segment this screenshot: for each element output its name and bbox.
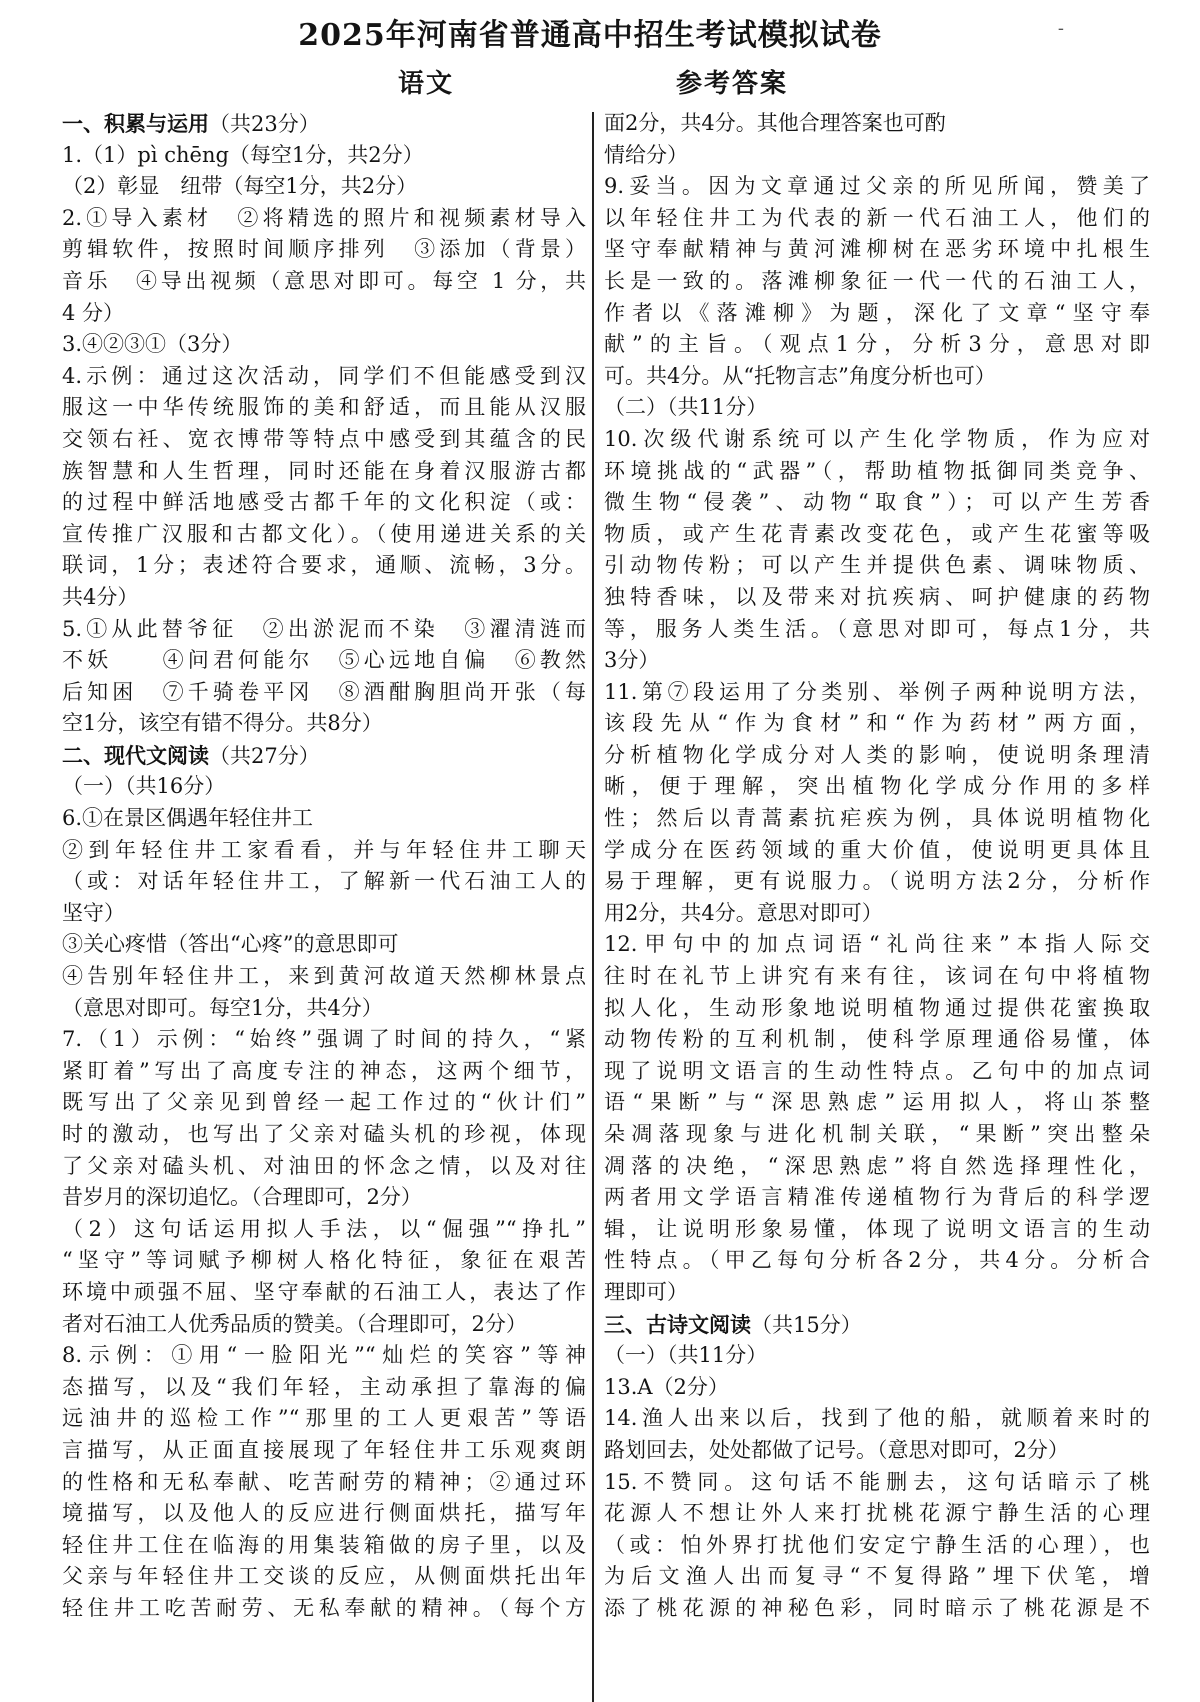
line-text: （或：对话年轻住井工，了解新一代石油工人的 [62,869,586,894]
section-heading [62,740,586,772]
line-text: 3.④②③①（3分） [62,332,243,357]
line-text: 时的激动，也写出了父亲对磕头机的珍视，体现 [62,1122,586,1146]
line-text: ②到年轻住井工家看看，并与年轻住井工聊天 [62,837,586,862]
line-text: 空1分，该空有错不得分。共8分） [62,711,383,736]
answer-line [604,456,1150,488]
line-text: （2）彰显 纽带（每空1分，共2分） [62,174,418,199]
line-text: 服这一中华传统服饰的美和舒适，而且能从汉服 [62,395,586,420]
line-text: 15.不赞同。这句话不能删去，这句话暗示了桃 [604,1469,1150,1494]
answer-line [62,771,586,803]
answer-line [62,392,586,424]
line-text: 为后文渔人出而复寻“不复得路”埋下伏笔，增 [604,1564,1150,1589]
line-text: 微生物“侵袭”、动物“取食”）；可以产生芳香 [604,490,1150,515]
answer-line [604,329,1150,361]
line-text: 花源人不想让外人来打扰桃花源宁静生活的心理 [604,1501,1150,1526]
answer-line [604,550,1150,582]
answer-line [604,929,1150,961]
answer-line [604,140,1150,172]
answer-line [604,1530,1150,1562]
line-text: 往时在礼节上讲究有来有往，该词在句中将植物 [604,964,1150,989]
section-heading [604,1309,1150,1341]
left-answer-column [62,108,586,1625]
answer-line [604,771,1150,803]
answer-line [62,456,586,488]
line-text: 昔岁月的深切追忆。（合理即可，2分） [62,1185,422,1210]
line-text: 10.次级代谢系统可以产生化学物质，作为应对 [604,426,1150,451]
answer-line [62,645,586,677]
line-text: 环境中顽强不屈、坚守奉献的石油工人，表达了作 [62,1279,586,1304]
answer-line [62,929,586,961]
line-text: 面2分，共4分。其他合理答案也可酌 [604,111,946,135]
section-score: （共15分） [751,1312,862,1337]
answer-line [62,1024,586,1056]
answer-line [604,519,1150,551]
line-text: 坚守） [62,900,125,925]
answer-line [62,1530,586,1562]
answer-line [604,487,1150,519]
answer-line [62,1561,586,1593]
answer-line [604,1498,1150,1530]
line-text: 不妖 ④问君何能尔 ⑤心远地自偏 ⑥教然 [62,648,586,673]
answer-line [604,392,1150,424]
line-text: 路划回去，处处都做了记号。（意思对即可，2分） [604,1437,1069,1462]
line-text: 2.①导入素材 ②将精选的照片和视频素材导入 [62,205,586,230]
answer-line [604,993,1150,1025]
line-text: 剪辑软件，按照时间顺序排列 ③添加（背景） [62,237,586,262]
line-text: 轻住井工住在临海的用集装箱做的房子里，以及 [62,1532,586,1557]
answer-line [62,1435,586,1467]
line-text: 性；然后以青蒿素抗疟疾为例，具体说明植物化 [604,806,1150,831]
answer-line [62,1214,586,1246]
right-answer-column [604,108,1150,1625]
line-text: 晰，便于理解，突出植物化学成分作用的多样 [604,774,1150,799]
answer-line [604,108,1150,140]
line-text: 动物传粉的互利机制，使科学原理通俗易懂，体 [604,1027,1150,1052]
answer-line [604,1403,1150,1435]
answer-line [604,803,1150,835]
answer-line [604,898,1150,930]
answer-line [62,329,586,361]
line-text: 两者用文学语言精准传递植物行为背后的科学逻 [604,1185,1150,1210]
line-text: 独特香味，以及带来对抗疾病、呵护健康的药物 [604,584,1150,609]
answer-line [604,582,1150,614]
line-text: 三、古诗文阅读 [604,1311,751,1337]
line-text: 4.示例：通过这次活动，同学们不但能感受到汉 [62,363,586,388]
line-text: 轻住井工吃苦耐劳、无私奉献的精神。（每个方 [62,1595,586,1620]
column-divider [592,112,594,1702]
answer-line [604,361,1150,393]
answer-line [604,1182,1150,1214]
answer-line [62,614,586,646]
line-text: 态描写，以及“我们年轻，主动承担了靠海的偏 [62,1374,586,1399]
line-text: 3分） [604,648,660,673]
answer-line [62,1372,586,1404]
line-text: 二、现代文阅读 [62,742,209,768]
line-text: 用2分，共4分。意思对即可） [604,900,883,925]
answer-line [62,803,586,835]
line-text: 作者以《落滩柳》为题，深化了文章“坚守奉 [604,300,1150,325]
line-text: 5.①从此替爷征 ②出淤泥而不染 ③濯清涟而 [62,616,586,641]
answer-line [62,1087,586,1119]
line-text: 紧盯着”写出了高度专注的神态，这两个细节， [62,1058,586,1083]
section-heading [62,108,586,140]
line-text: 辑，让说明形象易懂，体现了说明文语言的生动 [604,1216,1150,1241]
line-text: 情给分） [604,142,688,167]
line-text: 朵凋落现象与进化机制关联，“果断”突出整朵 [604,1122,1150,1146]
answer-line [62,1403,586,1435]
line-text: 的性格和无私奉献、吃苦耐劳的精神；②通过环 [62,1469,586,1494]
answer-line [604,1435,1150,1467]
line-text: （2）这句话运用拟人手法，以“倔强”“挣扎” [62,1216,586,1241]
answer-line [62,898,586,930]
line-text: 拟人化，生动形象地说明植物通过提供花蜜换取 [604,995,1150,1020]
answer-line [604,1119,1150,1151]
line-text: 的过程中鲜活地感受古都千年的文化积淀（或： [62,490,586,515]
answer-line [62,1498,586,1530]
answer-line [604,234,1150,266]
line-text: 言描写，从正面直接展现了年轻住井工乐观爽朗 [62,1437,586,1462]
line-text: 凋落的决绝，“深思熟虑”将自然选择理性化， [604,1153,1150,1178]
answer-line [62,961,586,993]
page-header [0,14,1200,104]
line-text: 分析植物化学成分对人类的影响，使说明条理清 [604,742,1150,767]
answer-line [604,1056,1150,1088]
line-text: 境描写，以及他人的反应进行侧面烘托，描写年 [62,1501,586,1526]
answer-line [62,266,586,298]
answer-line [604,740,1150,772]
subtitle-row [0,64,1200,104]
line-text: 长是一致的。落滩柳象征一代一代的石油工人， [604,268,1150,293]
answer-line [62,1309,586,1341]
answer-line [62,708,586,740]
section-score: （共23分） [209,112,320,136]
line-text: 物质，或产生花青素改变花色，或产生花蜜等吸 [604,521,1150,546]
answer-key-label: 参考答案 [676,69,789,99]
line-text: 后知困 ⑦千骑卷平冈 ⑧酒酣胸胆尚开张（每 [62,679,586,704]
line-text: 父亲与年轻住井工交谈的反应，从侧面烘托出年 [62,1564,586,1589]
answer-line [62,140,586,172]
line-text: 献”的主旨。（观点1分，分析3分，意思对即 [604,332,1150,357]
line-text: （一）（共11分） [604,1343,768,1368]
answer-line [604,1372,1150,1404]
exam-title: 2025年河南省普通高中招生考试模拟试卷 [298,18,882,53]
line-text: 8.示例：①用“一脸阳光”“灿烂的笑容”等神 [62,1343,586,1368]
answer-line [62,1277,586,1309]
answer-line [604,424,1150,456]
answer-line [62,1593,586,1625]
line-text: （或：怕外界打扰他们安定宁静生活的心理），也 [604,1532,1150,1557]
answer-line [604,1245,1150,1277]
line-text: 性特点。（甲乙每句分析各2分，共4分。分析合 [604,1248,1150,1273]
answer-line [62,487,586,519]
answer-line [604,1151,1150,1183]
answer-line [604,1277,1150,1309]
line-text: 引动物传粉；可以产生并提供色素、调味物质、 [604,553,1150,578]
answer-line [604,614,1150,646]
answer-line [62,519,586,551]
answer-line [604,1024,1150,1056]
line-text: “坚守”等词赋予柳树人格化特征，象征在艰苦 [62,1248,586,1273]
answer-line [604,961,1150,993]
line-text: 可。共4分。从“托物言志”角度分析也可） [604,363,996,388]
line-text: 14.渔人出来以后，找到了他的船，就顺着来时的 [604,1406,1150,1431]
line-text: （意思对即可。每空1分，共4分） [62,995,383,1020]
line-text: 现了说明文语言的生动性特点。乙句中的加点词 [604,1058,1150,1083]
line-text: 学成分在医药领域的重大价值，使说明更具体且 [604,837,1150,862]
line-text: 13.A（2分） [604,1374,729,1399]
line-text: 宣传推广汉服和古都文化）。（使用递进关系的关 [62,521,586,546]
answer-line [604,266,1150,298]
line-text: （二）（共11分） [604,395,768,420]
answer-line [62,835,586,867]
answer-line [604,866,1150,898]
line-text: 环境挑战的“武器”（，帮助植物抵御同类竞争、 [604,458,1150,483]
corner-mark: - [1057,18,1064,39]
answer-line [604,1593,1150,1625]
answer-line [62,1245,586,1277]
answer-line [62,171,586,203]
line-text: 易于理解，更有说服力。（说明方法2分，分析作 [604,869,1150,894]
line-text: 11.第⑦段运用了分类别、举例子两种说明方法， [604,679,1150,704]
answer-line [62,1182,586,1214]
line-text: ④告别年轻住井工，来到黄河故道天然柳林景点 [62,964,586,989]
line-text: 1.（1）pì chēng（每空1分，共2分） [62,142,424,167]
line-text: 了父亲对磕头机、对油田的怀念之情，以及对往 [62,1153,586,1178]
line-text: 4 分） [62,300,125,325]
line-text: 等，服务人类生活。（意思对即可，每点1分，共 [604,616,1150,641]
line-text: 添了桃花源的神秘色彩，同时暗示了桃花源是不 [604,1595,1150,1620]
answer-line [62,424,586,456]
subject-label: 语文 [398,69,455,99]
line-text: 音乐 ④导出视频（意思对即可。每空 1 分，共 [62,268,586,293]
answer-line [604,677,1150,709]
answer-line [62,866,586,898]
section-score: （共27分） [209,743,320,768]
answer-line [62,203,586,235]
answer-line [604,1561,1150,1593]
answer-line [62,1340,586,1372]
answer-line [604,1087,1150,1119]
line-text: 坚守奉献精神与黄河滩柳树在恶劣环境中扎根生 [604,237,1150,262]
line-text: 交领右衽、宽衣博带等特点中感受到其蕴含的民 [62,426,586,451]
line-text: 12.甲句中的加点词语“礼尚往来”本指人际交 [604,932,1150,957]
line-text: 7.（1）示例：“始终”强调了时间的持久，“紧 [62,1027,586,1052]
answer-line [62,677,586,709]
answer-line [62,1056,586,1088]
line-text: 远油井的巡检工作”“那里的工人更艰苦”等语 [62,1406,586,1431]
answer-line [62,298,586,330]
answer-line [604,203,1150,235]
line-text: 该段先从“作为食材”和“作为药材”两方面， [604,711,1150,736]
line-text: ③关心疼惜（答出“心疼”的意思即可 [62,932,399,957]
line-text: 族智慧和人生哲理，同时还能在身着汉服游古都 [62,458,586,483]
line-text: 一、积累与运用 [62,111,209,136]
answer-line [604,835,1150,867]
answer-line [604,708,1150,740]
answer-line [604,1214,1150,1246]
answer-line [604,1467,1150,1499]
answer-line [62,1467,586,1499]
answer-line [62,582,586,614]
line-text: 语“果断”与“深思熟虑”运用拟人，将山茶整 [604,1090,1150,1115]
answer-line [62,361,586,393]
answer-line [62,1151,586,1183]
answer-line [604,1340,1150,1372]
line-text: 者对石油工人优秀品质的赞美。（合理即可，2分） [62,1311,527,1336]
answer-line [604,298,1150,330]
answer-line [62,550,586,582]
line-text: 6.①在景区偶遇年轻住井工 [62,806,314,831]
line-text: 以年轻住井工为代表的新一代石油工人，他们的 [604,205,1150,230]
answer-line [62,993,586,1025]
line-text: 理即可） [604,1279,688,1304]
answer-line [604,171,1150,203]
answer-line [62,1119,586,1151]
line-text: 共4分） [62,584,139,609]
answer-line [604,645,1150,677]
answer-line [62,234,586,266]
line-text: 既写出了父亲见到曾经一起工作过的“伙计们” [62,1090,586,1115]
line-text: 联词，1分；表述符合要求，通顺、流畅，3分。 [62,553,586,578]
line-text: 9.妥当。因为文章通过父亲的所见所闻，赞美了 [604,174,1150,199]
line-text: （一）（共16分） [62,774,226,799]
